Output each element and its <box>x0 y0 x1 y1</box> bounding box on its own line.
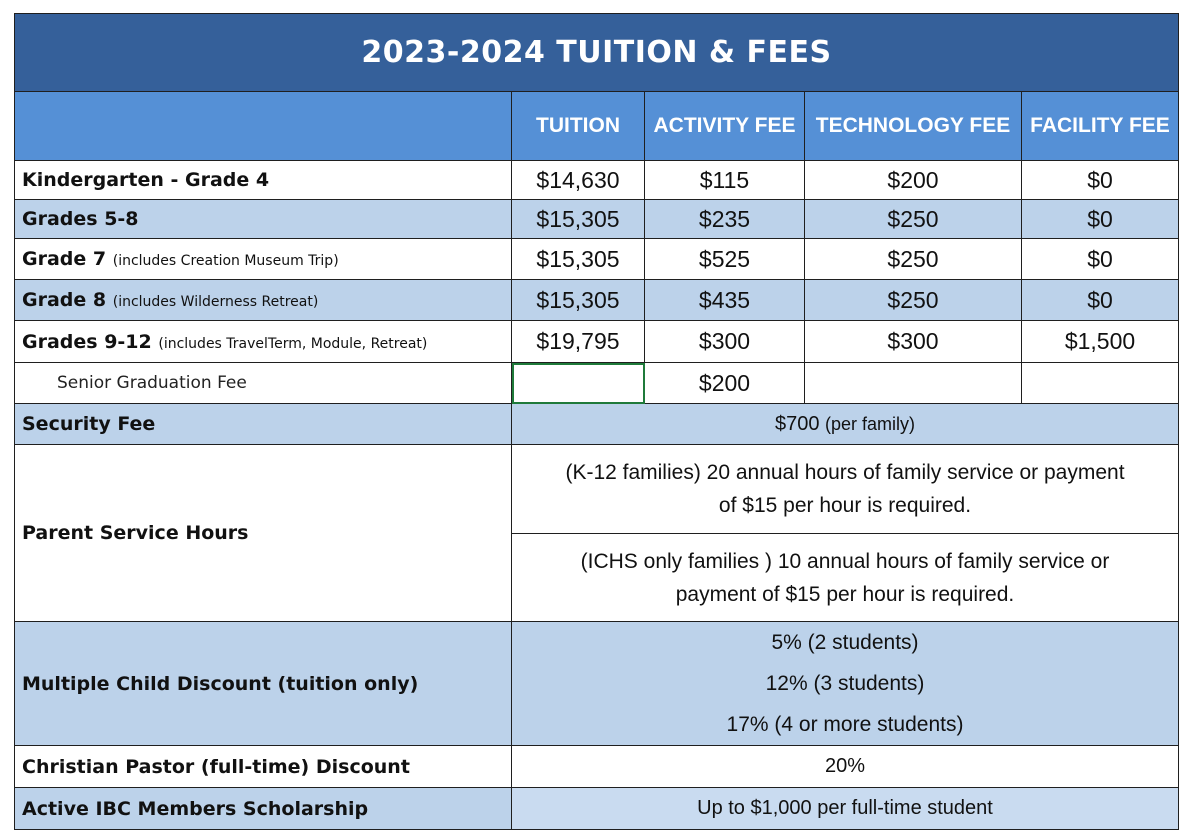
technology-value: $250 <box>805 200 1022 239</box>
table-row <box>15 200 1179 239</box>
security-fee-label: Security Fee <box>15 404 512 445</box>
security-fee-value: $700 (per family) <box>512 404 1179 445</box>
header-technology-fee: TECHNOLOGY FEE <box>805 92 1022 161</box>
technology-value: $250 <box>805 239 1022 280</box>
technology-value: $300 <box>805 321 1022 363</box>
pastor-discount-value: 20% <box>512 746 1179 788</box>
table-row <box>15 239 1179 280</box>
senior-facility-value <box>1022 363 1179 404</box>
ibc-scholarship-label: Active IBC Members Scholarship <box>15 788 512 830</box>
technology-value: $200 <box>805 161 1022 200</box>
discount-line: 5% (2 students) <box>771 631 919 654</box>
row-label: Grades 9-12 (includes TravelTerm, Module, Retreat) <box>15 321 512 363</box>
ibc-scholarship-row <box>15 788 1179 830</box>
header-blank <box>15 92 512 161</box>
header-row <box>15 92 1179 161</box>
table-row <box>15 321 1179 363</box>
senior-technology-value <box>805 363 1022 404</box>
ibc-scholarship-value: Up to $1,000 per full-time student <box>512 788 1179 830</box>
table-row <box>15 280 1179 321</box>
header-facility-fee: FACILITY FEE <box>1022 92 1179 161</box>
row-label: Grade 8 (includes Wilderness Retreat) <box>15 280 512 321</box>
activity-value: $435 <box>645 280 805 321</box>
activity-value: $115 <box>645 161 805 200</box>
senior-activity-value: $200 <box>645 363 805 404</box>
activity-value: $300 <box>645 321 805 363</box>
tuition-table <box>14 13 1179 830</box>
discount-line: 17% (4 or more students) <box>726 713 964 736</box>
row-label: Grades 5-8 <box>15 200 512 239</box>
tuition-value: $14,630 <box>512 161 645 200</box>
tuition-value: $15,305 <box>512 239 645 280</box>
pastor-discount-label: Christian Pastor (full-time) Discount <box>15 746 512 788</box>
selected-cell[interactable] <box>512 363 645 404</box>
facility-value: $0 <box>1022 161 1179 200</box>
facility-value: $0 <box>1022 239 1179 280</box>
facility-value: $0 <box>1022 200 1179 239</box>
multiple-child-label: Multiple Child Discount (tuition only) <box>15 622 512 746</box>
service-hours-label: Parent Service Hours <box>15 445 512 622</box>
activity-value: $235 <box>645 200 805 239</box>
senior-fee-label: Senior Graduation Fee <box>15 363 512 404</box>
tuition-value: $15,305 <box>512 280 645 321</box>
tuition-value: $15,305 <box>512 200 645 239</box>
row-label: Grade 7 (includes Creation Museum Trip) <box>15 239 512 280</box>
discount-line: 12% (3 students) <box>765 672 925 695</box>
header-tuition: TUITION <box>512 92 645 161</box>
security-fee-row <box>15 404 1179 445</box>
senior-fee-row <box>15 363 1179 404</box>
ichs-service-text: (ICHS only families ) 10 annual hours of family service or payment of $15 per hour is required. <box>512 534 1179 622</box>
table-title: 2023-2024 TUITION & FEES <box>15 14 1179 92</box>
row-label: Kindergarten - Grade 4 <box>15 161 512 200</box>
pastor-discount-row <box>15 746 1179 788</box>
header-activity-fee: ACTIVITY FEE <box>645 92 805 161</box>
k12-service-text: (K-12 families) 20 annual hours of family service or payment of $15 per hour is required. <box>512 445 1179 534</box>
activity-value: $525 <box>645 239 805 280</box>
technology-value: $250 <box>805 280 1022 321</box>
service-hours-row <box>15 445 1179 534</box>
tuition-value: $19,795 <box>512 321 645 363</box>
multiple-child-row <box>15 622 1179 746</box>
multiple-child-values <box>512 622 1179 746</box>
facility-value: $1,500 <box>1022 321 1179 363</box>
table-row <box>15 161 1179 200</box>
facility-value: $0 <box>1022 280 1179 321</box>
